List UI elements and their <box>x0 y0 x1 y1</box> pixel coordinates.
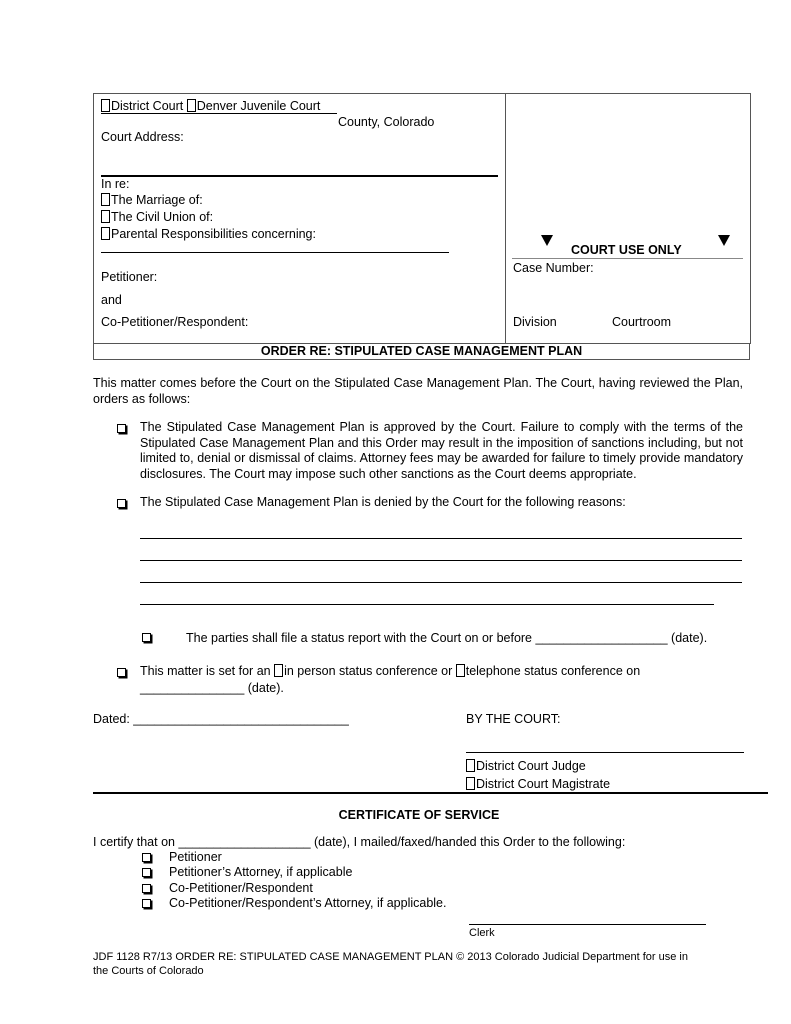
recipient-label: Petitioner <box>169 850 222 864</box>
denver-juvenile-checkbox[interactable] <box>187 99 196 112</box>
magistrate-checkbox[interactable] <box>466 777 475 790</box>
status-report-checkbox[interactable] <box>142 631 151 645</box>
magistrate-row <box>466 777 610 791</box>
certificate-title: CERTIFICATE OF SERVICE <box>338 808 500 822</box>
telephone-checkbox[interactable] <box>456 664 465 677</box>
conference-checkbox[interactable] <box>117 666 126 680</box>
recipient-label: Petitioner’s Attorney, if applicable <box>169 865 353 879</box>
telephone-label: telephone status conference on <box>465 664 641 678</box>
recipient-label: Co-Petitioner/Respondent <box>169 881 313 895</box>
conference-row <box>140 664 640 678</box>
district-court-label: District Court <box>111 99 184 113</box>
in-person-checkbox[interactable] <box>274 664 283 677</box>
status-report-text: The parties shall file a status report with the Court on or before ___________________ (date). <box>186 631 708 645</box>
recipient-item <box>142 897 151 911</box>
recipient-label: Co-Petitioner/Respondent’s Attorney, if applicable. <box>169 896 447 910</box>
recipient-checkbox[interactable] <box>142 868 151 877</box>
reason-line-1[interactable] <box>140 538 742 539</box>
division-label: Division <box>513 315 557 329</box>
denied-checkbox[interactable] <box>117 497 126 511</box>
marriage-label: The Marriage of: <box>111 193 203 207</box>
parental-label: Parental Responsibilities concerning: <box>111 227 316 241</box>
caption-divider <box>505 93 506 344</box>
petitioner-label: Petitioner: <box>101 270 158 284</box>
civil-union-label: The Civil Union of: <box>111 210 214 224</box>
case-number-label: Case Number: <box>513 261 594 275</box>
recipient-checkbox[interactable] <box>142 899 151 908</box>
court-use-only-label: COURT USE ONLY <box>571 243 682 257</box>
magistrate-label: District Court Magistrate <box>476 777 611 791</box>
courtroom-label: Courtroom <box>612 315 672 329</box>
court-use-rule <box>512 258 743 259</box>
marriage-row <box>101 193 203 207</box>
court-type-row <box>101 99 320 113</box>
by-the-court-label: BY THE COURT: <box>466 712 561 726</box>
arrow-down-icon <box>718 235 730 246</box>
footer-line-1: JDF 1128 R7/13 ORDER RE: STIPULATED CASE MANAGEMENT PLAN © 2013 Colorado Judicial Department for use in <box>93 951 688 963</box>
clerk-label: Clerk <box>469 927 495 939</box>
parental-checkbox[interactable] <box>101 227 110 240</box>
in-re-label: In re: <box>101 177 130 191</box>
judge-row <box>466 759 586 773</box>
parties-name-field[interactable] <box>101 252 449 253</box>
denied-paragraph: The Stipulated Case Management Plan is denied by the Court for the following reasons: <box>140 495 626 509</box>
judge-checkbox[interactable] <box>466 759 475 772</box>
judge-label: District Court Judge <box>476 759 586 773</box>
reason-line-4[interactable] <box>140 604 714 605</box>
recipient-item <box>142 882 151 896</box>
county-field[interactable] <box>101 113 337 114</box>
in-person-label: in person status conference or <box>284 664 453 678</box>
co-petitioner-label: Co-Petitioner/Respondent: <box>101 315 249 329</box>
and-label: and <box>101 293 122 307</box>
intro-paragraph: This matter comes before the Court on the Stipulated Case Management Plan. The Court, having reviewed the Plan, orders as follows: <box>93 376 743 406</box>
conference-prefix: This matter is set for an <box>140 664 271 678</box>
conference-date: _______________ (date). <box>140 681 284 695</box>
signature-line[interactable] <box>466 752 744 753</box>
certify-text: I certify that on ___________________ (date), I mailed/faxed/handed this Order to the following: <box>93 835 626 849</box>
recipient-item <box>142 851 151 865</box>
clerk-signature-line[interactable] <box>469 924 706 925</box>
civil-union-row <box>101 210 213 224</box>
reason-line-2[interactable] <box>140 560 742 561</box>
parental-row <box>101 227 316 241</box>
recipient-checkbox[interactable] <box>142 884 151 893</box>
district-court-checkbox[interactable] <box>101 99 110 112</box>
court-address-label: Court Address: <box>101 130 184 144</box>
dated-field: Dated: _______________________________ <box>93 712 349 726</box>
arrow-down-icon <box>541 235 553 246</box>
court-address-rule <box>101 175 498 177</box>
reason-line-3[interactable] <box>140 582 742 583</box>
approved-paragraph: The Stipulated Case Management Plan is approved by the Court. Failure to comply with the terms of the Stipulated Case Management Plan and this Order may result in the imposition of sanctions including, but not limited to, denial or dismissal of claims. Attorney fees may be awarded for failure to timely provide mandatory disclosures. The Court may impose such other sanctions as the Court deems appropriate. <box>140 420 743 481</box>
marriage-checkbox[interactable] <box>101 193 110 206</box>
county-label: County, Colorado <box>338 115 435 129</box>
section-divider <box>93 792 768 794</box>
recipient-checkbox[interactable] <box>142 853 151 862</box>
recipient-item <box>142 866 151 880</box>
order-title: ORDER RE: STIPULATED CASE MANAGEMENT PLAN <box>93 344 750 360</box>
approved-checkbox[interactable] <box>117 422 126 436</box>
footer-line-2: the Courts of Colorado <box>93 965 204 977</box>
denver-juvenile-label: Denver Juvenile Court <box>196 99 321 113</box>
civil-union-checkbox[interactable] <box>101 210 110 223</box>
